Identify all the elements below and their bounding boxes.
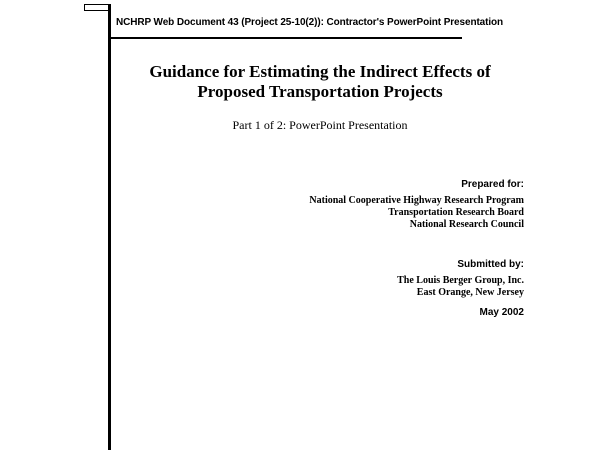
header-corner-box [84, 4, 108, 11]
document-title [110, 62, 530, 102]
prepared-for-line: Transportation Research Board [388, 207, 524, 218]
document-header: NCHRP Web Document 43 (Project 25-10(2)): Contractor's PowerPoint Presentation [116, 17, 504, 28]
submitted-by-line: East Orange, New Jersey [416, 287, 524, 298]
title-line-1: Guidance for Estimating the Indirect Effects of [149, 62, 491, 81]
prepared-for-line: National Research Council [409, 219, 524, 230]
title-line-2: Proposed Transportation Projects [197, 82, 443, 101]
prepared-for-label: Prepared for: [461, 179, 524, 190]
submitted-by-label: Submitted by: [457, 259, 524, 270]
document-subtitle: Part 1 of 2: PowerPoint Presentation [232, 118, 408, 132]
publication-date: May 2002 [479, 307, 524, 318]
submitted-by-line: The Louis Berger Group, Inc. [397, 275, 524, 286]
prepared-for-line: National Cooperative Highway Research Program [309, 195, 524, 206]
submitted-by-list [397, 275, 524, 299]
header-underline-rule [108, 37, 462, 39]
prepared-for-list [309, 195, 524, 231]
